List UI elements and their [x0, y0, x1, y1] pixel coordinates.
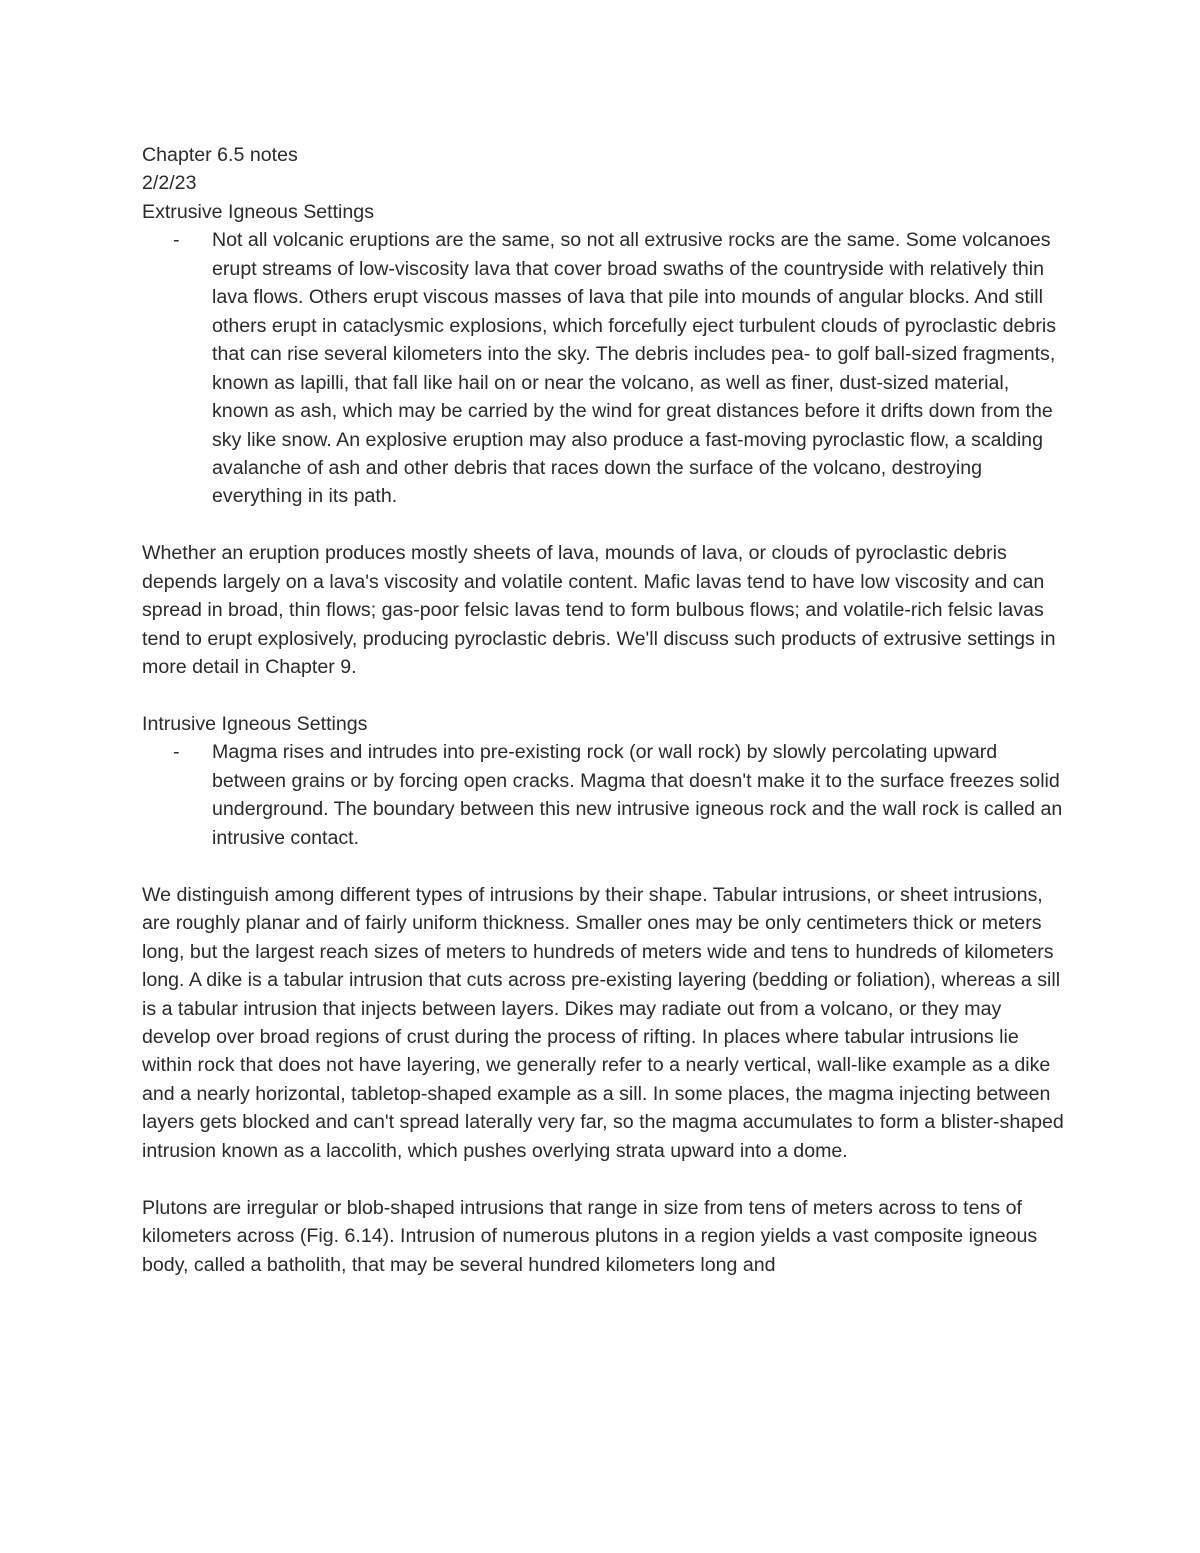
spacer: [142, 1165, 1067, 1193]
intrusive-bullet-text: Magma rises and intrudes into pre-existing rock (or wall rock) by slowly percolating upward between grains or by forcing open cracks. Magma that doesn't make it to the surface freezes solid underground. The boundary between this new intrusive igneous rock and the wall rock is called an intrusive contact.: [212, 741, 1063, 849]
plutons-paragraph: Plutons are irregular or blob-shaped intrusions that range in size from tens of meters across to tens of kilometers across (Fig. 6.14). Intrusion of numerous plutons in a region yields a vast composite igneous body, called a batholith, that may be several hundred kilometers long and: [142, 1196, 1038, 1276]
extrusive-heading: Extrusive Igneous Settings: [142, 200, 374, 223]
document-date: 2/2/23: [142, 172, 197, 195]
spacer: [142, 511, 1067, 539]
extrusive-bullet: [142, 226, 1067, 511]
intrusive-heading: Intrusive Igneous Settings: [142, 713, 368, 736]
extrusive-paragraph: Whether an eruption produces mostly sheets of lava, mounds of lava, or clouds of pyroclastic debris depends largely on a lava's viscosity and volatile content. Mafic lavas tend to have low viscosity and can spread in broad, thin flows; gas-poor felsic lavas tend to form bulbous flows; and volatile-rich felsic lavas tend to erupt explosively, producing pyroclastic debris. We'll discuss such products of extrusive settings in more detail in Chapter 9.: [142, 542, 1056, 679]
bullet-dash: -: [173, 741, 180, 764]
document-page: [142, 141, 1067, 1279]
extrusive-bullet-text: Not all volcanic eruptions are the same, so not all extrusive rocks are the same. Some volcanoes erupt streams of low-viscosity lava that cover broad swaths of the countryside with relatively thin lava flows. Others erupt viscous masses of lava that pile into mounds of angular blocks. And still others erupt in cataclysmic explosions, which forcefully eject turbulent clouds of pyroclastic debris that can rise several kilometers into the sky. The debris includes pea- to golf ball-sized fragments, known as lapilli, that fall like hail on or near the volcano, as well as finer, dust-sized material, known as ash, which may be carried by the wind for great distances before it drifts down from the sky like snow. An explosive eruption may also produce a fast-moving pyroclastic flow, a scalding avalanche of ash and other debris that races down the surface of the volcano, destroying everything in its path.: [212, 229, 1057, 508]
intrusive-bullet: [142, 738, 1067, 852]
document-title: Chapter 6.5 notes: [142, 144, 298, 166]
bullet-dash: -: [173, 229, 180, 252]
spacer: [142, 852, 1067, 880]
intrusions-paragraph: We distinguish among different types of intrusions by their shape. Tabular intrusions, or sheet intrusions, are roughly planar and of fairly uniform thickness. Smaller ones may be only centimeters thick or meters long, but the largest reach sizes of meters to hundreds of meters wide and tens to hundreds of kilometers long. A dike is a tabular intrusion that cuts across pre-existing layering (bedding or foliation), whereas a sill is a tabular intrusion that injects between layers. Dikes may radiate out from a volcano, or they may develop over broad regions of crust during the process of rifting. In places where tabular intrusions lie within rock that does not have layering, we generally refer to a nearly vertical, wall-like example as a dike and a nearly horizontal, tabletop-shaped example as a sill. In some places, the magma injecting between layers gets blocked and can't spread laterally very far, so the magma accumulates to form a blister-shaped intrusion known as a laccolith, which pushes overlying strata upward into a dome.: [142, 883, 1064, 1162]
spacer: [142, 682, 1067, 710]
